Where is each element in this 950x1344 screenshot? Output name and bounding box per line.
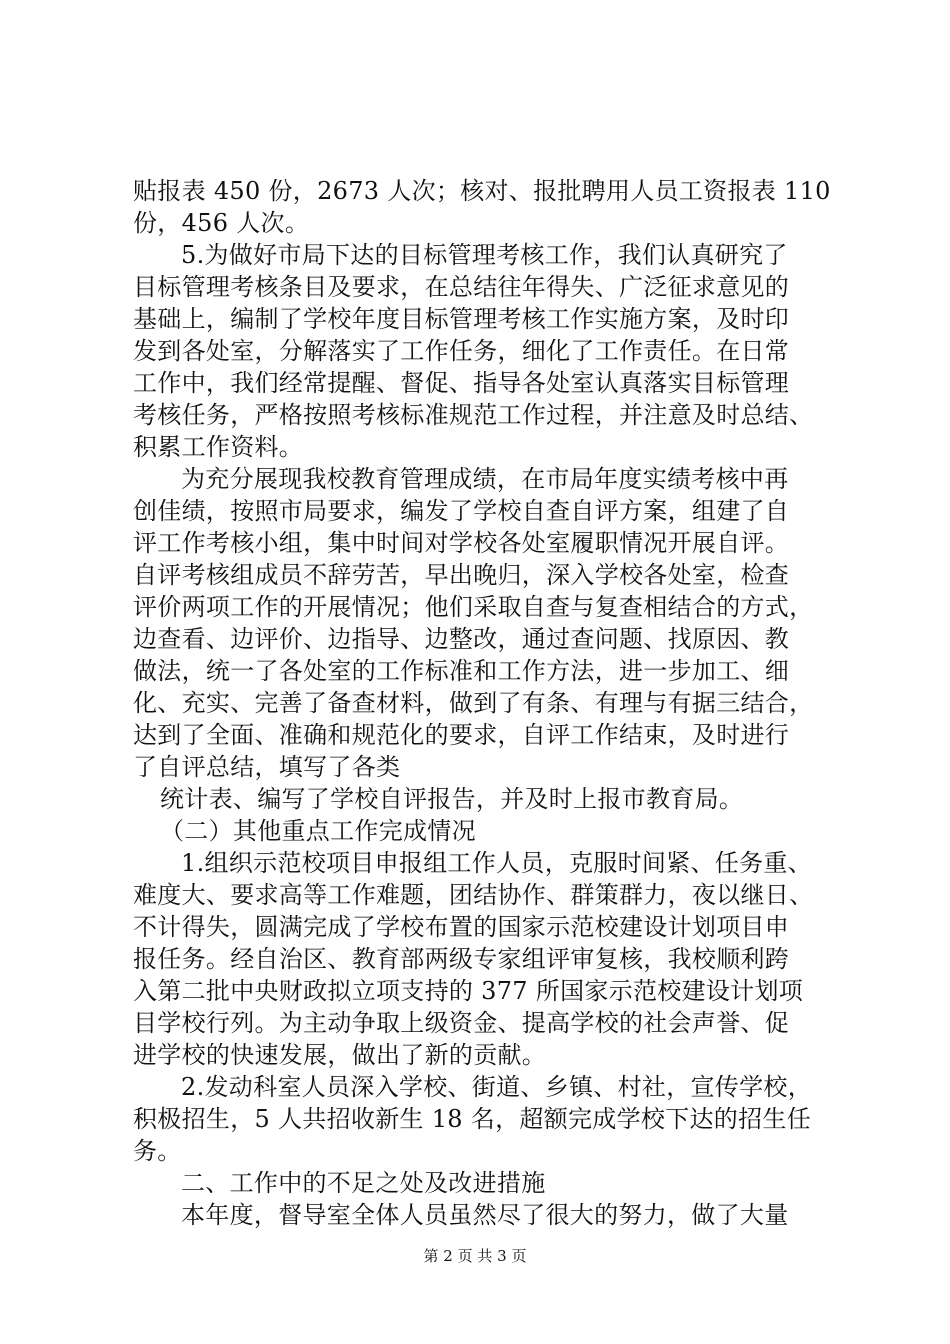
body-line: 难度大、要求高等工作难题，团结协作、群策群力，夜以继日、 xyxy=(133,881,814,909)
page-footer: 第 2 页 共 3 页 xyxy=(423,1247,527,1265)
paragraph-start: 本年度，督导室全体人员虽然尽了很大的努力，做了大量 xyxy=(181,1201,789,1229)
body-line: 积极招生，5 人共招收新生 18 名，超额完成学校下达的招生任 xyxy=(133,1105,811,1133)
section-heading: 二、工作中的不足之处及改进措施 xyxy=(181,1169,546,1197)
body-line: 工作中，我们经常提醒、督促、指导各处室认真落实目标管理 xyxy=(133,369,790,397)
body-line: 报任务。经自治区、教育部两级专家组评审复核，我校顺利跨 xyxy=(133,945,790,973)
body-line: 发到各处室，分解落实了工作任务，细化了工作责任。在日常 xyxy=(133,337,790,365)
body-line: 入第二批中央财政拟立项支持的 377 所国家示范校建设计划项 xyxy=(133,977,804,1005)
paragraph-start: 1.组织示范校项目申报组工作人员，克服时间紧、任务重、 xyxy=(181,849,812,877)
body-line: 积累工作资料。 xyxy=(133,433,304,461)
body-line: 评工作考核小组，集中时间对学校各处室履职情况开展自评。 xyxy=(133,529,790,557)
body-line: 份，456 人次。 xyxy=(133,209,310,237)
body-line: 达到了全面、准确和规范化的要求，自评工作结束，及时进行 xyxy=(133,721,790,749)
body-line: 目学校行列。为主动争取上级资金、提高学校的社会声誉、促 xyxy=(133,1009,790,1037)
body-line: 创佳绩，按照市局要求，编发了学校自查自评方案，组建了自 xyxy=(133,497,790,525)
body-line: 目标管理考核条目及要求，在总结往年得失、广泛征求意见的 xyxy=(133,273,790,301)
body-line: 基础上，编制了学校年度目标管理考核工作实施方案，及时印 xyxy=(133,305,790,333)
body-line: 务。 xyxy=(133,1137,182,1165)
body-line: 了自评总结，填写了各类 xyxy=(133,753,401,781)
paragraph-start: 为充分展现我校教育管理成绩，在市局年度实绩考核中再 xyxy=(181,465,789,493)
section-heading: （二）其他重点工作完成情况 xyxy=(160,817,476,845)
paragraph-start: 5.为做好市局下达的目标管理考核工作，我们认真研究了 xyxy=(181,241,788,269)
body-line: 边查看、边评价、边指导、边整改，通过查问题、找原因、教 xyxy=(133,625,790,653)
body-line: 不计得失，圆满完成了学校布置的国家示范校建设计划项目申 xyxy=(133,913,790,941)
body-line: 做法，统一了各处室的工作标准和工作方法，进一步加工、细 xyxy=(133,657,790,685)
paragraph-start: 2.发动科室人员深入学校、街道、乡镇、村社，宣传学校， xyxy=(181,1073,812,1101)
body-line: 考核任务，严格按照考核标准规范工作过程，并注意及时总结、 xyxy=(133,401,814,429)
body-line: 化、充实、完善了备查材料，做到了有条、有理与有据三结合， xyxy=(133,689,814,717)
body-line: 进学校的快速发展，做出了新的贡献。 xyxy=(133,1041,547,1069)
body-line: 自评考核组成员不辞劳苦，早出晚归，深入学校各处室，检查 xyxy=(133,561,790,589)
body-line: 贴报表 450 份，2673 人次；核对、报批聘用人员工资报表 110 xyxy=(133,177,831,205)
body-line: 统计表、编写了学校自评报告，并及时上报市教育局。 xyxy=(160,785,744,813)
body-line: 评价两项工作的开展情况；他们采取自查与复查相结合的方式， xyxy=(133,593,814,621)
